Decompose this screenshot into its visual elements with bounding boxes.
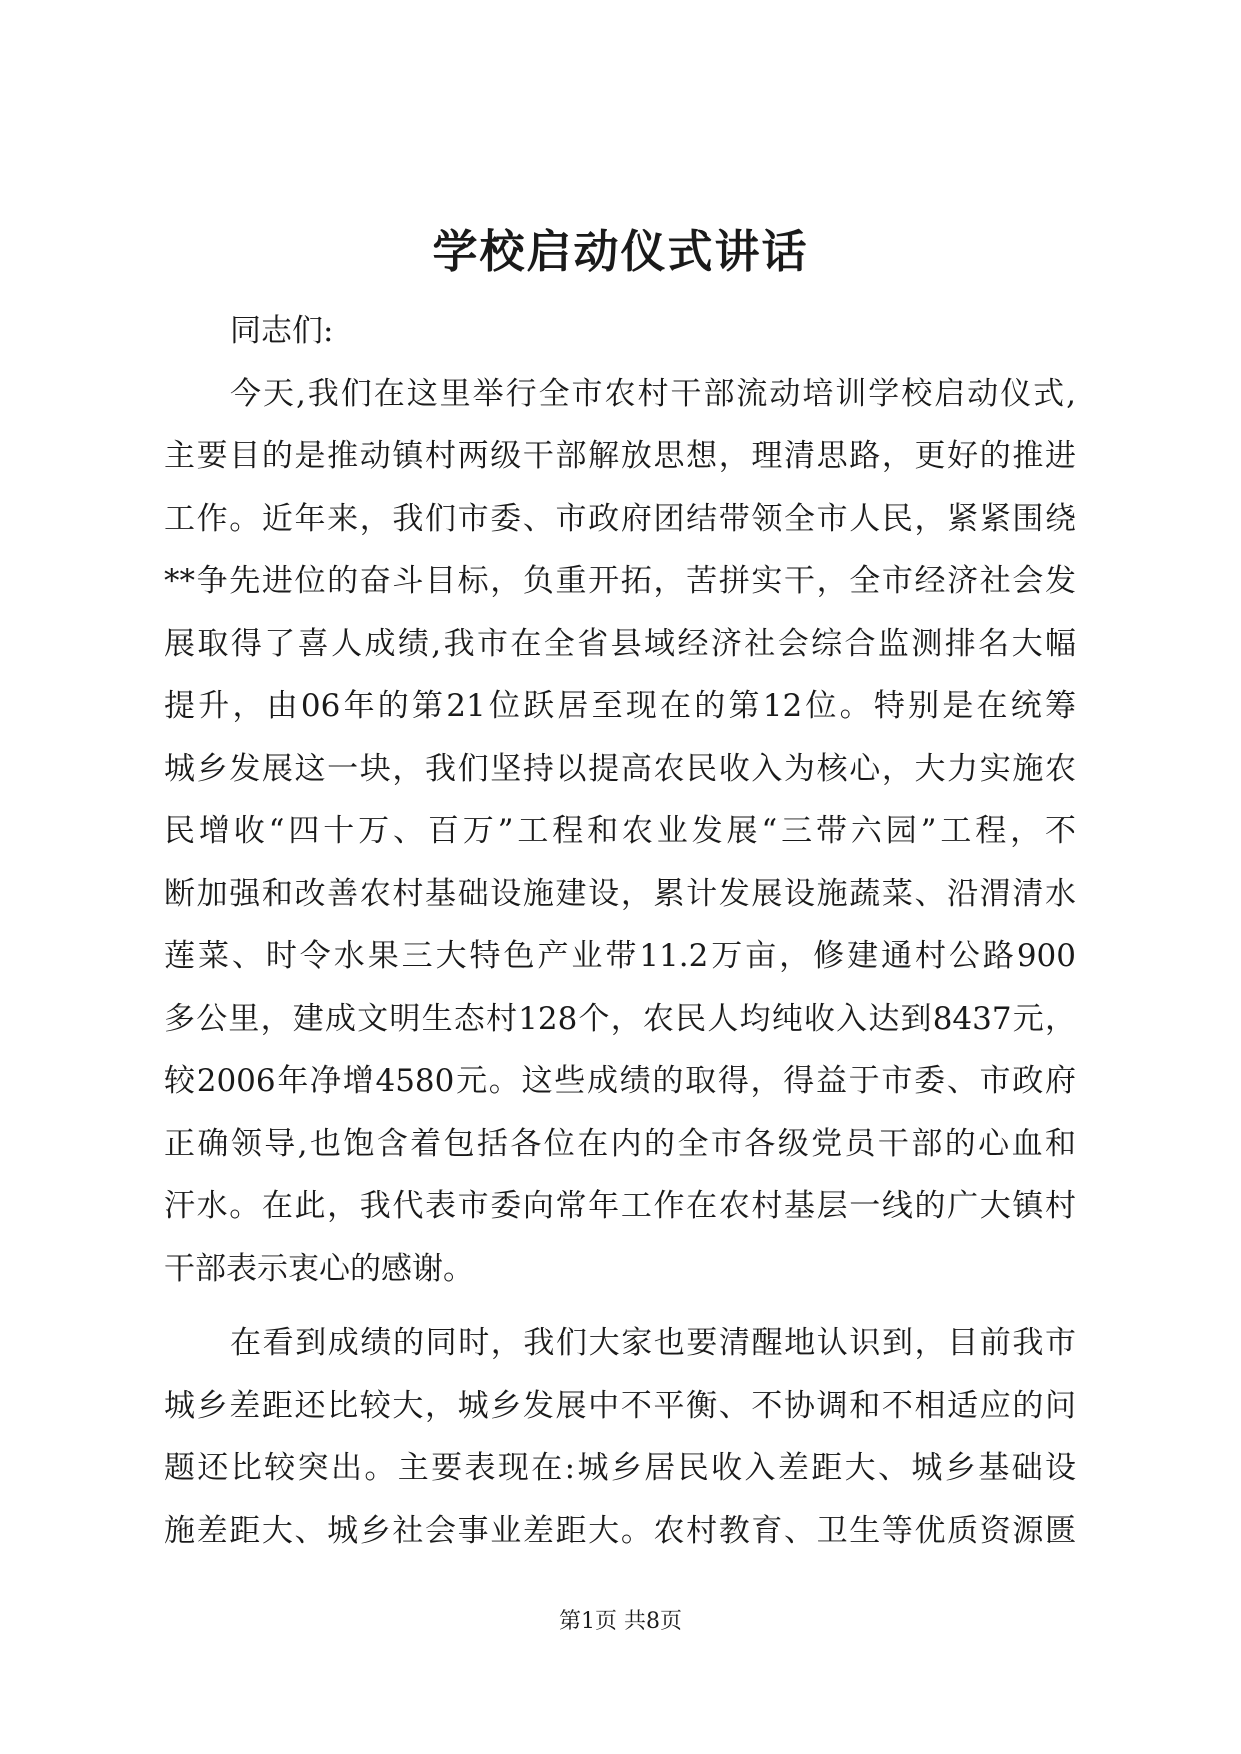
paragraph-line: 展取得了喜人成绩,我市在全省县域经济社会综合监测排名大幅	[164, 625, 1076, 662]
paragraph-line: **争先进位的奋斗目标，负重开拓，苦拼实干，全市经济社会发	[164, 563, 1076, 599]
paragraph-1	[164, 363, 1076, 1301]
page-footer: 第1页 共8页	[559, 1609, 682, 1634]
paragraph-line: 今天,我们在这里举行全市农村干部流动培训学校启动仪式,	[230, 375, 1076, 412]
paragraph-2	[164, 1312, 1076, 1562]
document-body	[164, 300, 1076, 1562]
paragraph-spacer	[164, 1300, 1076, 1312]
page-title: 学校启动仪式讲话	[432, 225, 809, 278]
paragraph-line: 主要目的是推动镇村两级干部解放思想，理清思路，更好的推进	[164, 438, 1076, 474]
paragraph-line: 城乡差距还比较大，城乡发展中不平衡、不协调和不相适应的问	[164, 1387, 1076, 1424]
paragraph-line: 提升，由06年的第21位跃居至现在的第12位。特别是在统筹	[164, 688, 1076, 724]
paragraph-line: 在看到成绩的同时，我们大家也要清醒地认识到，目前我市	[230, 1325, 1076, 1361]
paragraph-line: 莲菜、时令水果三大特色产业带11.2万亩，修建通村公路900	[164, 938, 1076, 974]
paragraph-line: 汗水。在此，我代表市委向常年工作在农村基层一线的广大镇村	[164, 1188, 1076, 1224]
paragraph-line: 施差距大、城乡社会事业差距大。农村教育、卫生等优质资源匮	[164, 1512, 1076, 1549]
paragraph-line: 正确领导,也饱含着包括各位在内的全市各级党员干部的心血和	[164, 1125, 1076, 1162]
paragraph-line: 多公里，建成文明生态村128个，农民人均纯收入达到8437元，	[164, 1000, 1076, 1037]
paragraph-line: 断加强和改善农村基础设施建设，累计发展设施蔬菜、沿渭清水	[164, 875, 1076, 912]
paragraph-line: 民增收“四十万、百万”工程和农业发展“三带六园”工程，不	[164, 813, 1076, 849]
paragraph-line: 城乡发展这一块，我们坚持以提高农民收入为核心，大力实施农	[164, 750, 1076, 787]
salutation: 同志们:	[230, 313, 334, 349]
paragraph-line: 工作。近年来，我们市委、市政府团结带领全市人民，紧紧围绕	[164, 500, 1076, 537]
paragraph-line: 较2006年净增4580元。这些成绩的取得，得益于市委、市政府	[164, 1063, 1076, 1099]
paragraph-line: 题还比较突出。主要表现在:城乡居民收入差距大、城乡基础设	[164, 1450, 1076, 1486]
paragraph-line: 干部表示衷心的感谢。	[164, 1250, 474, 1287]
